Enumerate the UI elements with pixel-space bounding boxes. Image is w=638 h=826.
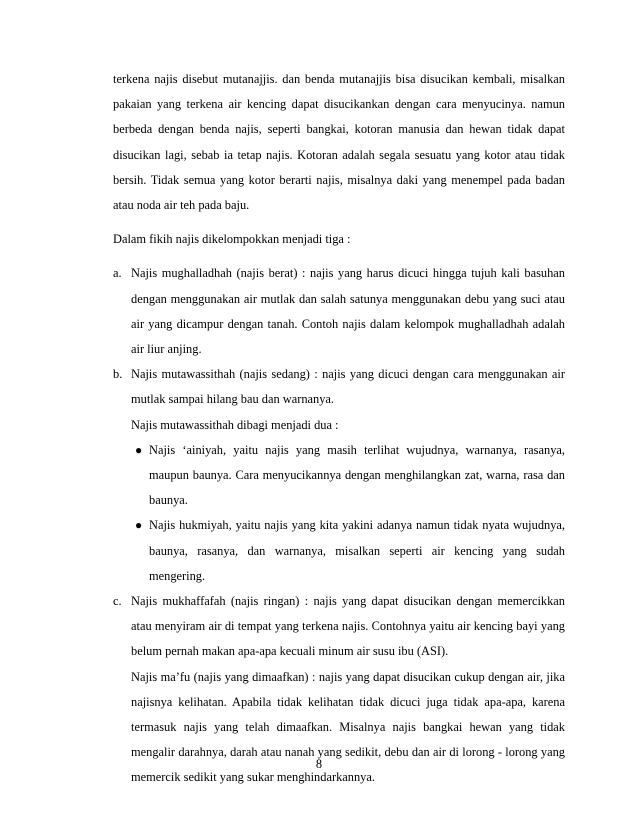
list-item-text: Najis mukhaffafah (najis ringan) : najis yang dapat disucikan dengan memercikkan atau menyiram air di tempat yang terkena najis. Contohnya yaitu air kencing bayi yang belum pernah makan apa-apa kecuali minum air susu ibu (ASI). xyxy=(131,594,565,659)
list-marker: a. xyxy=(113,266,122,281)
bullet-icon: ● xyxy=(135,442,143,457)
bullet-item xyxy=(131,438,565,514)
bullet-text: Najis hukmiyah, yaitu najis yang kita yakini adanya namun tidak nyata wujudnya, baunya, rasanya, dan warnanya, misalkan seperti air kencing yang sudah mengering. xyxy=(149,518,565,583)
intro-paragraph: terkena najis disebut mutanajjis. dan benda mutanajjis bisa disucikan kembali, misalkan pakaian yang terkena air kencing dapat disucikankan dengan cara menyucinya. namun berbeda dengan benda najis, seperti bangkai, kotoran manusia dan hewan tidak dapat disucikan lagi, sebab ia tetap najis. Kotoran adalah segala sesuatu yang kotor atau tidak bersih. Tidak semua yang kotor berarti najis, misalnya daki yang menempel pada badan atau noda air teh pada baju. xyxy=(113,72,565,213)
page-number: 8 xyxy=(315,757,323,771)
list-marker: b. xyxy=(113,367,123,382)
list-item-a xyxy=(113,261,565,362)
bullet-icon: ● xyxy=(135,518,143,533)
bullet-list xyxy=(131,438,565,589)
bullet-text: Najis ‘ainiyah, yaitu najis yang masih terlihat wujudnya, warnanya, rasanya, maupun baunya. Cara menyucikannya dengan menghilangkan zat, warna, rasa dan baunya. xyxy=(149,442,565,508)
list-item-text: Najis mutawassithah (najis sedang) : najis yang dicuci dengan cara menggunakan air mutlak sampai hilang bau dan warnanya. xyxy=(131,367,565,407)
list-item-extra: Najis ma’fu (najis yang dimaafkan) : najis yang dapat disucikan cukup dengan air, jika najisnya kelihatan. Apabila tidak kelihatan tidak dicuci juga tidak apa-apa, karena termasuk najis yang telah dimaafkan. Misalnya najis bangkai hewan yang tidak mengalir darahnya, darah atau nanah yang sedikit, debu dan air di lorong - lorong yang memercik sedikit yang sukar menghindarkannya. xyxy=(131,669,565,785)
page-body xyxy=(113,67,565,791)
section-heading: Dalam fikih najis dikelompokkan menjadi tiga : xyxy=(113,232,351,247)
list-item-text: Najis mughalladhah (najis berat) : najis yang harus dicuci hingga tujuh kali basuhan dengan menggunakan air mutlak dan salah satunya menggunakan debu yang suci atau air yang dicampur dengan tanah. Contoh najis dalam kelompok mughalladhah adalah air liur anjing. xyxy=(131,266,565,357)
list-marker: c. xyxy=(113,594,122,609)
bullet-item xyxy=(131,513,565,589)
sub-intro: Najis mutawassithah dibagi menjadi dua : xyxy=(131,417,339,432)
list-item-b xyxy=(113,362,565,589)
